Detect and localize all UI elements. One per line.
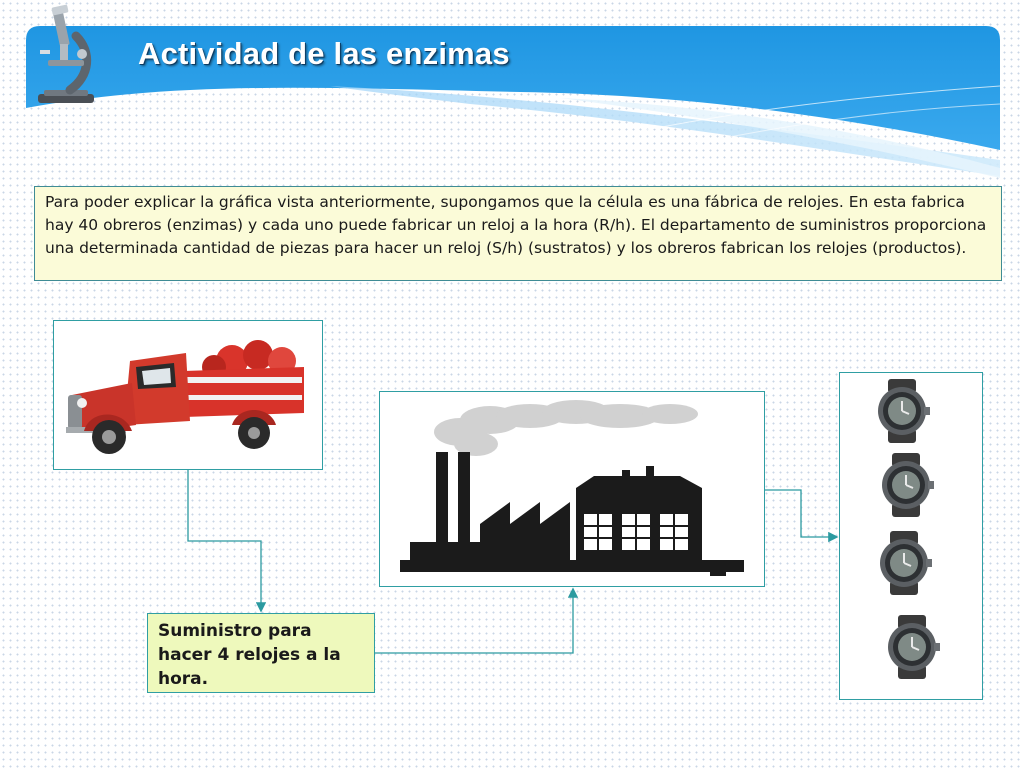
truck-icon <box>54 321 321 468</box>
watches-graphic <box>840 373 981 698</box>
watch-icon <box>882 453 934 517</box>
factory-panel <box>379 391 765 587</box>
truck-to-supply-arrow <box>188 470 261 610</box>
factory-to-watches-arrow <box>765 490 836 537</box>
factory-icon <box>380 392 763 585</box>
header-banner <box>0 0 1024 190</box>
supply-box <box>147 613 375 693</box>
watches-panel <box>839 372 983 700</box>
watch-icon <box>888 615 940 679</box>
watch-icon <box>878 379 930 443</box>
intro-paragraph: Para poder explicar la gráfica vista anteriormente, supongamos que la célula es una fábrica de relojes. En esta fabrica hay 40 obreros (enzimas) y cada uno puede fabricar un reloj a la hora (R/h). El departamento de suministros proporciona una determinada cantidad de piezas para hacer un reloj (S/h) (sustratos) y los obreros fabrican los relojes (productos). <box>45 193 987 257</box>
microscope-icon <box>30 4 102 106</box>
supply-label: Suministro para hacer 4 relojes a la hora. <box>158 621 341 689</box>
truck-panel <box>53 320 323 470</box>
slide-title: Actividad de las enzimas <box>138 36 510 71</box>
intro-text-box <box>34 186 1002 281</box>
watch-icon <box>880 531 932 595</box>
header-wave-graphic <box>0 0 1024 190</box>
supply-to-factory-arrow <box>375 590 573 653</box>
